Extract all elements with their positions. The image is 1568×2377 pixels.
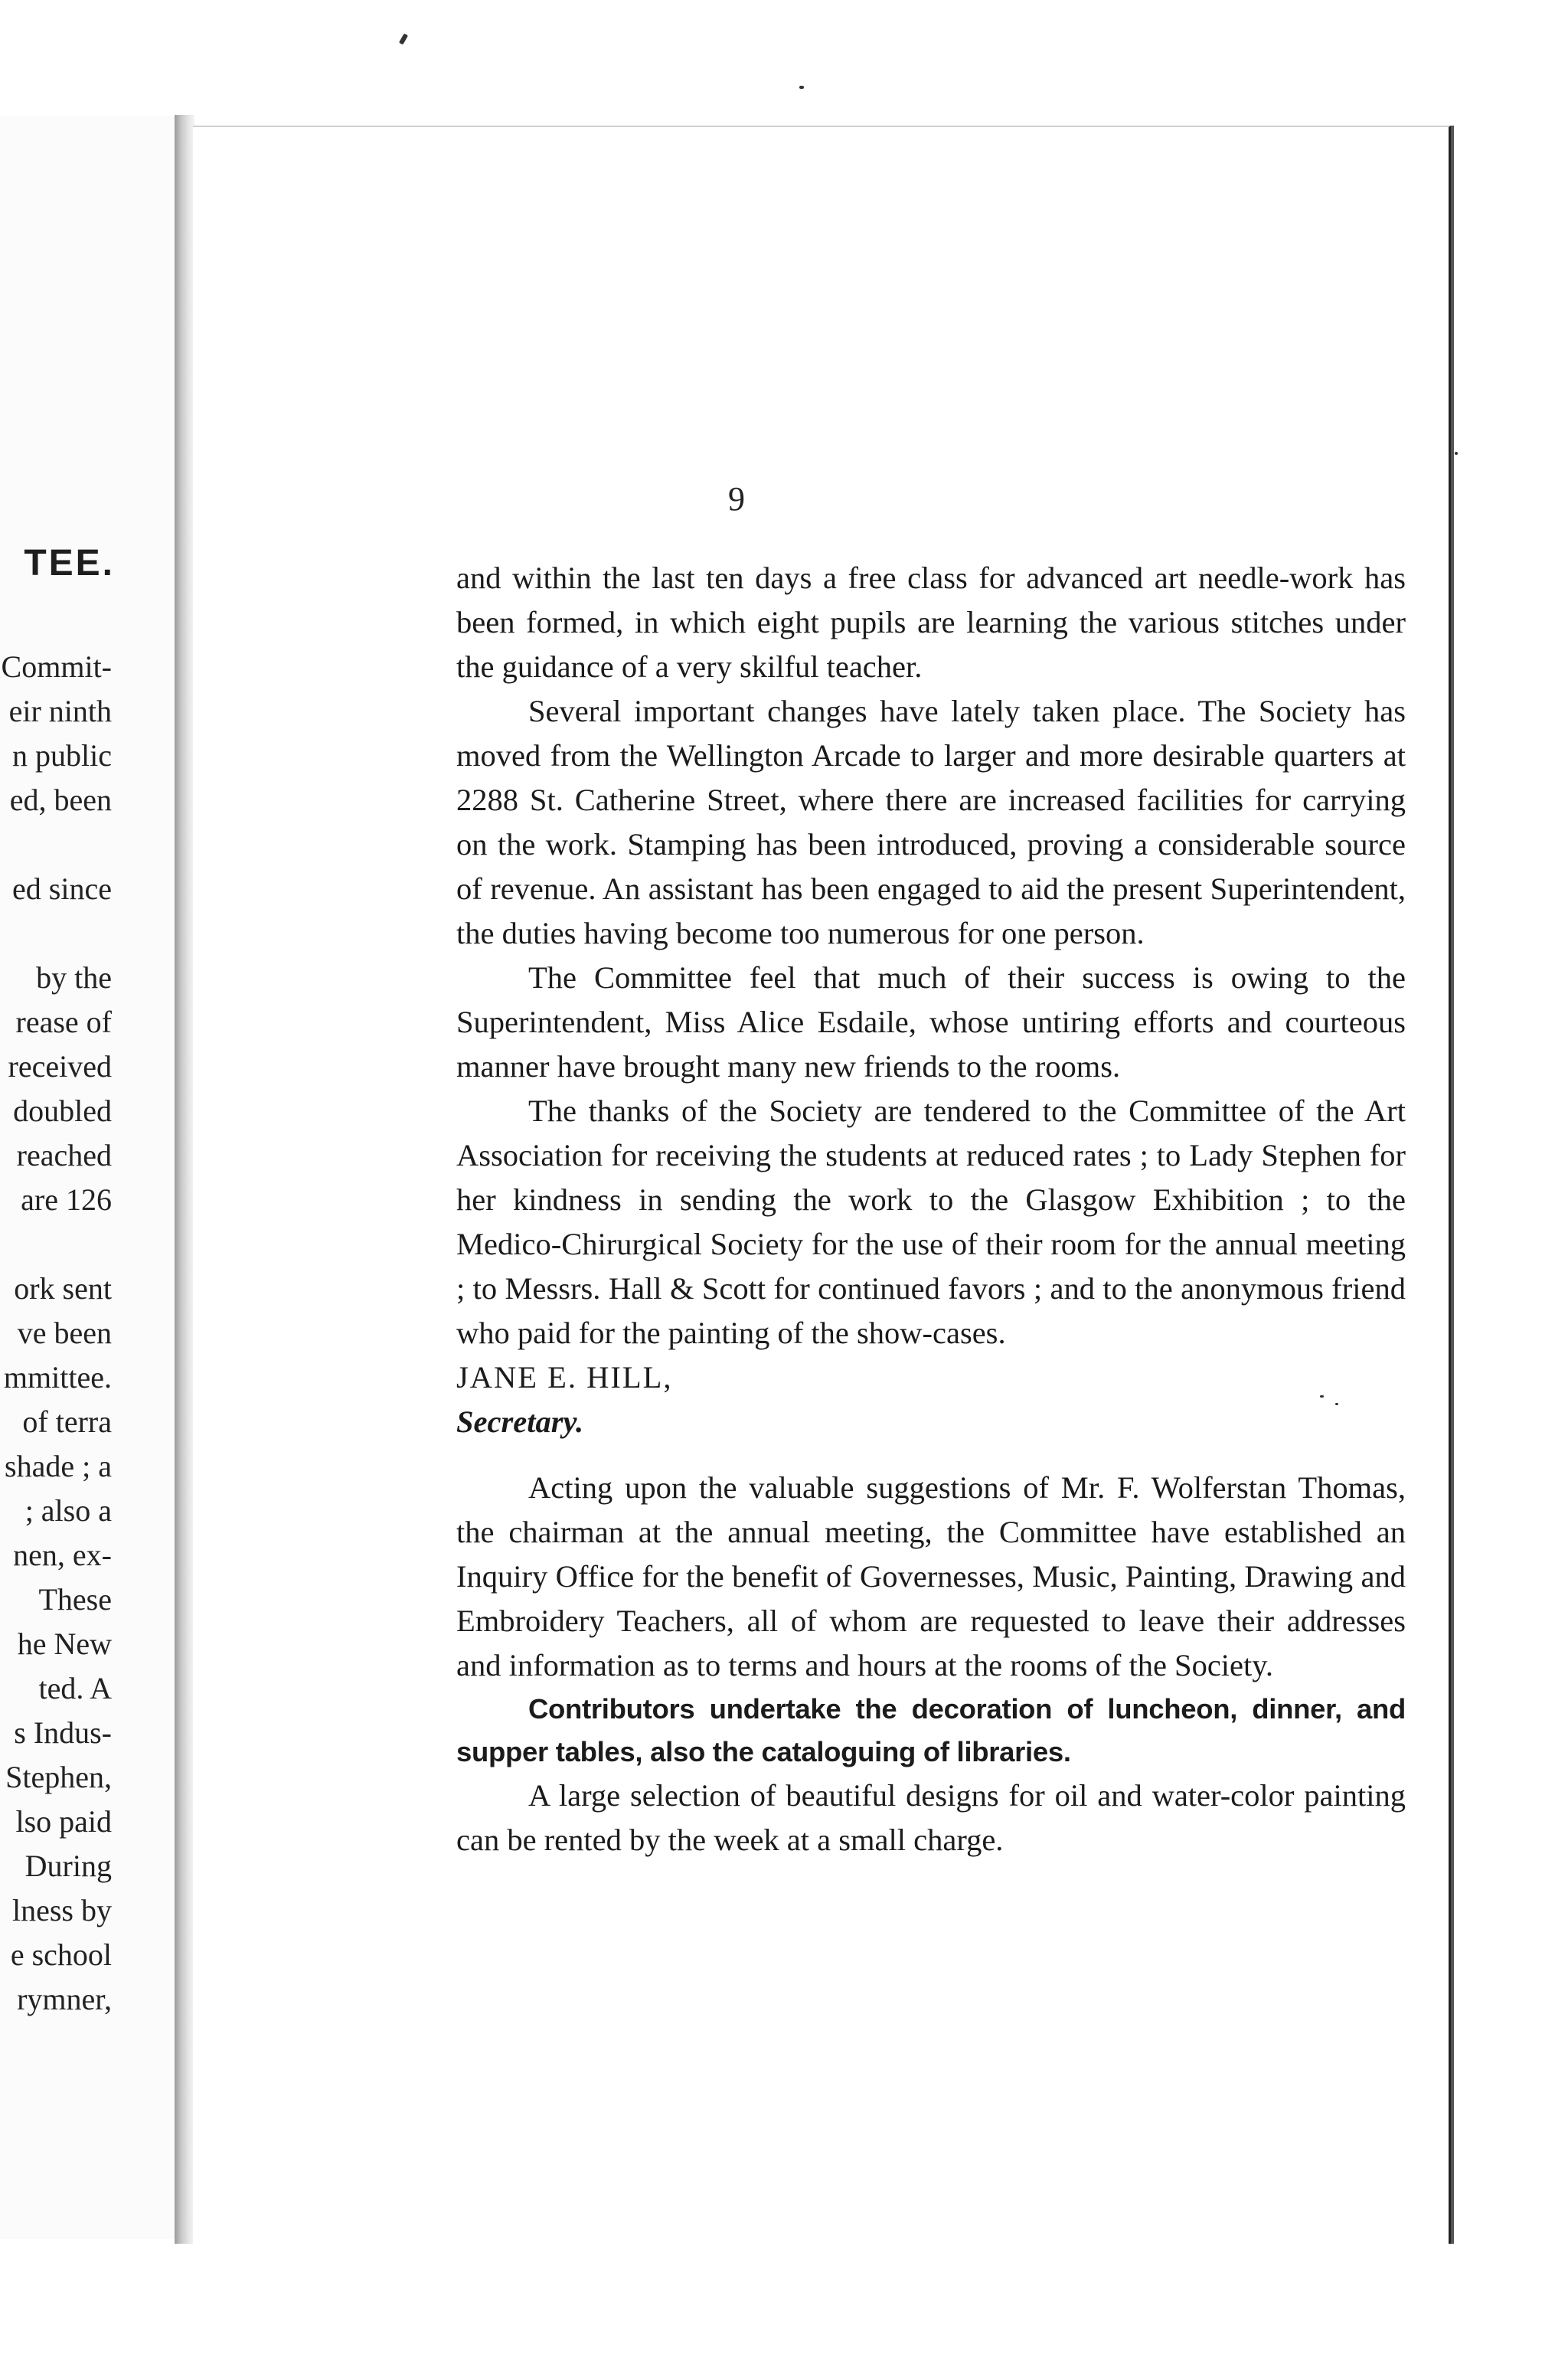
scan-speck bbox=[1455, 452, 1458, 455]
scan-speck bbox=[799, 86, 804, 89]
right-page bbox=[193, 126, 1451, 2244]
left-page-line: ork sent bbox=[14, 1271, 112, 1306]
left-page-line: s Indus- bbox=[14, 1715, 112, 1750]
paragraph-inquiry-office: Acting upon the valuable suggestions of Mr. F. Wolferstan Thomas, the chairman at the annual meeting, the Committee have established an Inquiry Office for the benefit of Governesses, Music, Painting, Drawing and Embroidery Teachers, all of whom are requested to leave their addresses and information as to terms and hours at the rooms of the Society. bbox=[456, 1470, 1406, 1682]
left-page-line: ; also a bbox=[24, 1493, 112, 1528]
page-body bbox=[456, 556, 1406, 1862]
left-page-line: eir ninth bbox=[8, 694, 112, 728]
section-gap bbox=[456, 1444, 1406, 1466]
left-page-line: These bbox=[38, 1582, 112, 1617]
left-page-line bbox=[0, 1222, 112, 1267]
left-page-line: shade ; a bbox=[5, 1449, 112, 1483]
paragraph-designs: A large selection of beautiful designs for oil and water-color painting can be rented by the week at a small charge. bbox=[456, 1778, 1406, 1857]
scan-speck bbox=[399, 33, 408, 44]
left-page-text bbox=[0, 645, 112, 2022]
left-page-line: During bbox=[24, 1849, 112, 1883]
left-page-line: lso paid bbox=[15, 1804, 112, 1839]
left-page-line: n public bbox=[12, 738, 112, 773]
left-page-fragment bbox=[0, 116, 179, 2239]
left-page-line: mmittee. bbox=[3, 1360, 112, 1394]
left-page-line: lness by bbox=[12, 1893, 112, 1927]
left-page-line: rease of bbox=[15, 1005, 112, 1039]
paragraph-4: The thanks of the Society are tendered to the Committee of the Art Association for receiving the students at reduced rates ; to Lady Stephen for her kindness in sending the work to the Glasgow Exhibition ; to the Medico-Chirurgical Society for the use of their room for the annual meeting ; to Messrs. Hall & Scott for continued favors ; and to the anonymous friend who paid for the painting of the show-cases. bbox=[456, 1094, 1406, 1350]
left-page-line: nen, ex- bbox=[13, 1538, 112, 1572]
left-page-line: by the bbox=[36, 960, 112, 995]
left-page-line: ve been bbox=[17, 1316, 112, 1350]
paragraph-2: Several important changes have lately taken place. The Society has moved from the Wellington Arcade to larger and more desirable quarters at 2288 St. Catherine Street, where there are increased facilities for carrying on the work. Stamping has been introduced, proving a considerable source of revenue. An assistant has been engaged to aid the present Superintendent, the duties having become too numerous for one person. bbox=[456, 694, 1406, 950]
left-page-line: Stephen, bbox=[5, 1760, 112, 1794]
signature-title: Secretary. bbox=[456, 1404, 584, 1439]
left-page-line: he New bbox=[17, 1627, 112, 1661]
left-page-line: rymner, bbox=[17, 1982, 112, 2016]
page-number: 9 bbox=[728, 480, 745, 518]
bold-notice: Contributors undertake the decoration of luncheon, dinner, and supper tables, also the cataloguing of libraries. bbox=[456, 1693, 1406, 1767]
left-page-line: doubled bbox=[13, 1094, 112, 1128]
left-page-line bbox=[0, 822, 112, 867]
left-page-line: ed, been bbox=[9, 783, 112, 817]
left-page-line: e school bbox=[10, 1937, 112, 1972]
left-page-line bbox=[0, 911, 112, 956]
paragraph-1: and within the last ten days a free class for advanced art needle-work has been formed, in which eight pupils are learning the various stitches under the guidance of a very skilful teacher. bbox=[456, 561, 1406, 684]
scan-speck bbox=[1320, 1395, 1324, 1398]
paragraph-3: The Committee feel that much of their success is owing to the Superintendent, Miss Alice Esdaile, whose untiring efforts and courteous manner have brought many new friends to the rooms. bbox=[456, 960, 1406, 1084]
left-page-line: Commit- bbox=[1, 649, 112, 684]
left-page-line: ed since bbox=[12, 871, 112, 906]
left-page-line: of terra bbox=[22, 1404, 112, 1439]
scan-speck bbox=[1335, 1403, 1338, 1405]
book-gutter bbox=[175, 115, 194, 2244]
left-page-heading: TEE. bbox=[24, 543, 115, 584]
left-page-line: are 126 bbox=[21, 1182, 112, 1217]
signature-name: JANE E. HILL, bbox=[456, 1360, 673, 1394]
left-page-line: received bbox=[8, 1049, 112, 1084]
left-page-line: reached bbox=[16, 1138, 112, 1172]
left-page-line: ted. A bbox=[38, 1671, 112, 1705]
